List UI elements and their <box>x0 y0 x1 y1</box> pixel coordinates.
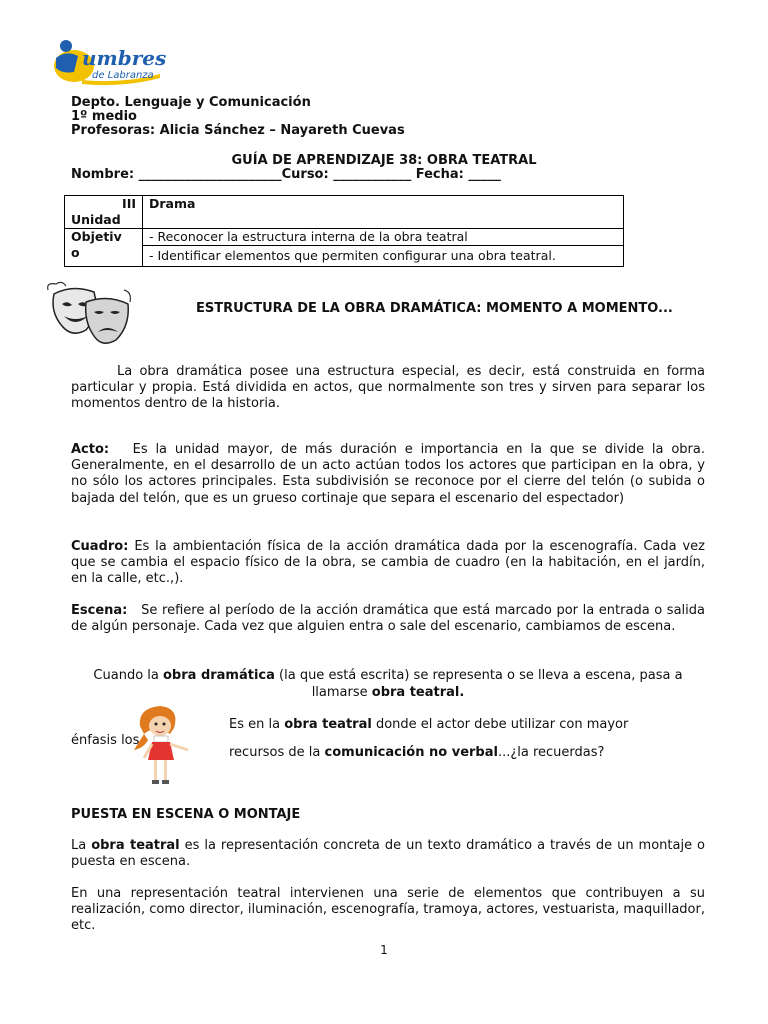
note-bold-1: obra teatral <box>284 717 372 732</box>
objectives-cell <box>143 229 624 267</box>
unit-label-cell <box>65 196 143 229</box>
unit-label-2: Unidad <box>71 212 121 227</box>
cuando-text-2: (la que está escrita) se representa o se lleva a escena, pasa a <box>274 668 683 683</box>
cartoon-girl-illustration <box>130 704 194 788</box>
cuadro-paragraph <box>71 539 705 588</box>
guide-title: GUÍA DE APRENDIZAJE 38: OBRA TEATRAL <box>231 153 537 168</box>
puesta-p1-text-1: La <box>71 838 92 853</box>
unit-value: Drama <box>143 196 624 229</box>
note-text-1: Es en la <box>229 717 285 732</box>
note-bold-2: comunicación no verbal <box>324 745 498 760</box>
table-row <box>65 229 624 267</box>
cuadro-term: Cuadro: <box>71 539 129 554</box>
cuando-paragraph <box>71 667 705 701</box>
intro-paragraph: La obra dramática posee una estructura especial, es decir, está construida en forma particular y propia. Está dividida en actos, que normalmente son tres y sirven para separar los momentos dentro de la historia. <box>71 364 705 412</box>
teachers: Profesoras: Alicia Sánchez – Nayareth Cuevas <box>71 123 405 138</box>
school-logo <box>52 38 167 86</box>
note-text-2: donde el actor debe utilizar con mayor <box>371 717 629 732</box>
unit-label-1: III <box>122 196 136 211</box>
name-fields-line: Nombre: ______________________Curso: ____________ Fecha: _____ <box>71 167 501 182</box>
objective-item: - Identificar elementos que permiten configurar una obra teatral. <box>149 248 556 263</box>
acto-term: Acto: <box>71 442 110 457</box>
escena-text: Se refiere al período de la acción dramática que está marcado por la entrada o salida de algún personaje. Cada vez que alguien entra o sale del escenario, cambiamos de escena. <box>71 603 705 635</box>
note-enfasis: énfasis los <box>71 733 140 748</box>
cuando-bold-1: obra dramática <box>163 668 275 683</box>
note-text-3: recursos de la <box>229 745 325 760</box>
cuando-bold-2: obra teatral. <box>371 685 465 700</box>
note-line-2 <box>229 745 604 760</box>
objective-label-cell <box>65 229 143 267</box>
objective-item: - Reconocer la estructura interna de la obra teatral <box>143 229 623 246</box>
department: Depto. Lenguaje y Comunicación <box>71 95 311 110</box>
section-title: ESTRUCTURA DE LA OBRA DRAMÁTICA: MOMENTO A MOMENTO... <box>196 301 673 316</box>
puesta-title: PUESTA EN ESCENA O MONTAJE <box>71 807 301 822</box>
cuadro-text: Es la ambientación física de la acción dramática dada por la escenografía. Cada vez que se cambia el espacio físico de la obra, se cambia de cuadro (en la habitación, en el jardín, en la calle, etc.,). <box>71 539 705 587</box>
escena-paragraph <box>71 603 705 635</box>
objective-label-1: Objetiv <box>71 229 122 244</box>
cuando-text-3: llamarse <box>311 685 372 700</box>
logo-text-2: de Labranza <box>92 70 154 81</box>
puesta-p1-text-2: es la representación concreta de un texto dramático a través de un montaje o puesta en escena. <box>71 838 705 870</box>
note-line-1 <box>229 717 628 732</box>
acto-text: Es la unidad mayor, de más duración e importancia en la que se divide la obra. Generalmente, en el desarrollo de un acto actúan todos los actores que participan en la obra, y no sólo los actores principales. Esta subdivisión se reconoce por el cierre del telón (o subida o bajada del telón, que es un grueso cortinaje que separa el escenario del espectador) <box>71 442 705 506</box>
escena-term: Escena: <box>71 603 128 618</box>
cuando-text-1: Cuando la <box>93 668 163 683</box>
acto-paragraph <box>71 442 705 507</box>
table-row <box>65 196 624 229</box>
level: 1º medio <box>71 109 137 124</box>
logo-text-1: umbres <box>82 46 167 70</box>
unit-table <box>64 195 624 267</box>
page-number: 1 <box>380 943 388 957</box>
objective-label-2: o <box>71 245 80 260</box>
puesta-paragraph-2: En una representación teatral intervienen una serie de elementos que contribuyen a su realización, como director, iluminación, escenografía, tramoya, actores, vestuarista, maquillador, etc. <box>71 886 705 934</box>
puesta-paragraph-1 <box>71 838 705 870</box>
puesta-p1-bold: obra teatral <box>91 838 180 853</box>
theatre-masks-icon <box>42 280 134 348</box>
note-text-4: ...¿la recuerdas? <box>497 745 605 760</box>
logo-mark <box>52 38 167 86</box>
document-header <box>71 96 405 138</box>
